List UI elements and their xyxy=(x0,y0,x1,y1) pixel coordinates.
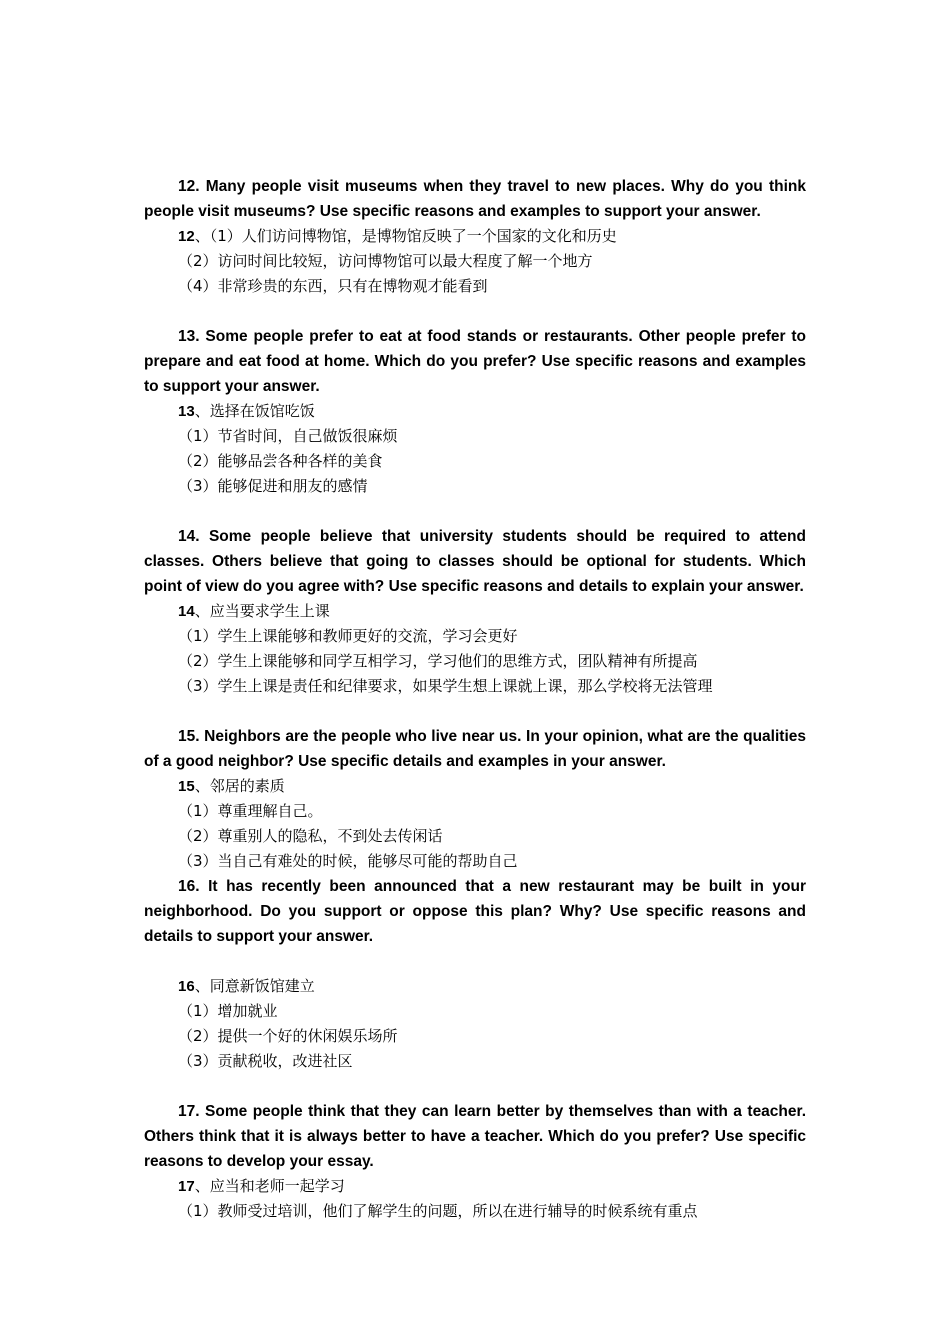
answer-heading xyxy=(144,774,806,799)
answer-heading-text: 、（1）人们访问博物馆，是博物馆反映了一个国家的文化和历史 xyxy=(194,227,617,245)
answer-heading-text: 、应当要求学生上课 xyxy=(194,602,330,620)
answer-heading-text: 、邻居的素质 xyxy=(194,777,285,795)
blank-line xyxy=(144,299,806,324)
answer-heading xyxy=(144,599,806,624)
question-block-15 xyxy=(144,724,806,874)
question-block-16 xyxy=(144,874,806,1074)
answer-point: （3）学生上课是责任和纪律要求，如果学生想上课就上课，那么学校将无法管理 xyxy=(178,677,713,695)
answer-point: （1）节省时间，自己做饭很麻烦 xyxy=(178,427,398,445)
answer-number: 12 xyxy=(178,228,195,245)
answer-point: （1）教师受过培训，他们了解学生的问题，所以在进行辅导的时候系统有重点 xyxy=(178,1202,698,1220)
answer-heading xyxy=(144,224,806,249)
blank-line xyxy=(144,699,806,724)
answer-point: （2）提供一个好的休闲娱乐场所 xyxy=(178,1027,398,1045)
answer-point: （2）尊重别人的隐私，不到处去传闲话 xyxy=(178,827,443,845)
question-text: 14. Some people believe that university students should be required to attend classes. Others believe that going to classes should be optional for students. Which point of view do you agree with? Use specific reasons and details to explain your answer. xyxy=(144,528,806,595)
answer-point: （3）能够促进和朋友的感情 xyxy=(178,477,368,495)
answer-heading-text: 、同意新饭馆建立 xyxy=(194,977,315,995)
question-text: 13. Some people prefer to eat at food stands or restaurants. Other people prefer to prepare and eat food at home. Which do you prefer? Use specific reasons and examples to support your answer. xyxy=(144,328,806,395)
question-text: 17. Some people think that they can learn better by themselves than with a teacher. Others think that it is always better to have a teacher. Which do you prefer? Use specific reasons to develop your essay. xyxy=(144,1103,806,1170)
question-block-17 xyxy=(144,1099,806,1224)
answer-point: （3）当自己有难处的时候，能够尽可能的帮助自己 xyxy=(178,852,518,870)
answer-point: （1）学生上课能够和教师更好的交流，学习会更好 xyxy=(178,627,518,645)
answer-point: （2）学生上课能够和同学互相学习，学习他们的思维方式，团队精神有所提高 xyxy=(178,652,698,670)
answer-number: 15 xyxy=(178,778,195,795)
answer-point: （4）非常珍贵的东西，只有在博物观才能看到 xyxy=(178,277,488,295)
answer-heading-text: 、选择在饭馆吃饭 xyxy=(194,402,315,420)
answer-number: 17 xyxy=(178,1178,195,1195)
answer-point: （1）增加就业 xyxy=(178,1002,278,1020)
answer-number: 16 xyxy=(178,978,195,995)
question-text: 16. It has recently been announced that a new restaurant may be built in your neighborhood. Do you support or oppose this plan? Why? Use specific reasons and details to support your answer. xyxy=(144,878,806,945)
blank-line xyxy=(144,1074,806,1099)
question-text: 12. Many people visit museums when they travel to new places. Why do you think people visit museums? Use specific reasons and examples to support your answer. xyxy=(144,178,806,220)
blank-line xyxy=(144,499,806,524)
blank-line xyxy=(144,949,806,974)
answer-point: （2）访问时间比较短，访问博物馆可以最大程度了解一个地方 xyxy=(178,252,593,270)
answer-point: （2）能够品尝各种各样的美食 xyxy=(178,452,383,470)
answer-heading xyxy=(144,1174,806,1199)
answer-heading-text: 、应当和老师一起学习 xyxy=(194,1177,345,1195)
answer-heading xyxy=(144,399,806,424)
answer-point: （1）尊重理解自己。 xyxy=(178,802,323,820)
question-text: 15. Neighbors are the people who live near us. In your opinion, what are the qualities of a good neighbor? Use specific details and examples in your answer. xyxy=(144,728,806,770)
question-block-13 xyxy=(144,324,806,499)
document-body xyxy=(144,174,806,1224)
answer-point: （3）贡献税收，改进社区 xyxy=(178,1052,353,1070)
answer-number: 13 xyxy=(178,403,195,420)
answer-number: 14 xyxy=(178,603,195,620)
answer-heading xyxy=(144,974,806,999)
question-block-12 xyxy=(144,174,806,299)
question-block-14 xyxy=(144,524,806,699)
